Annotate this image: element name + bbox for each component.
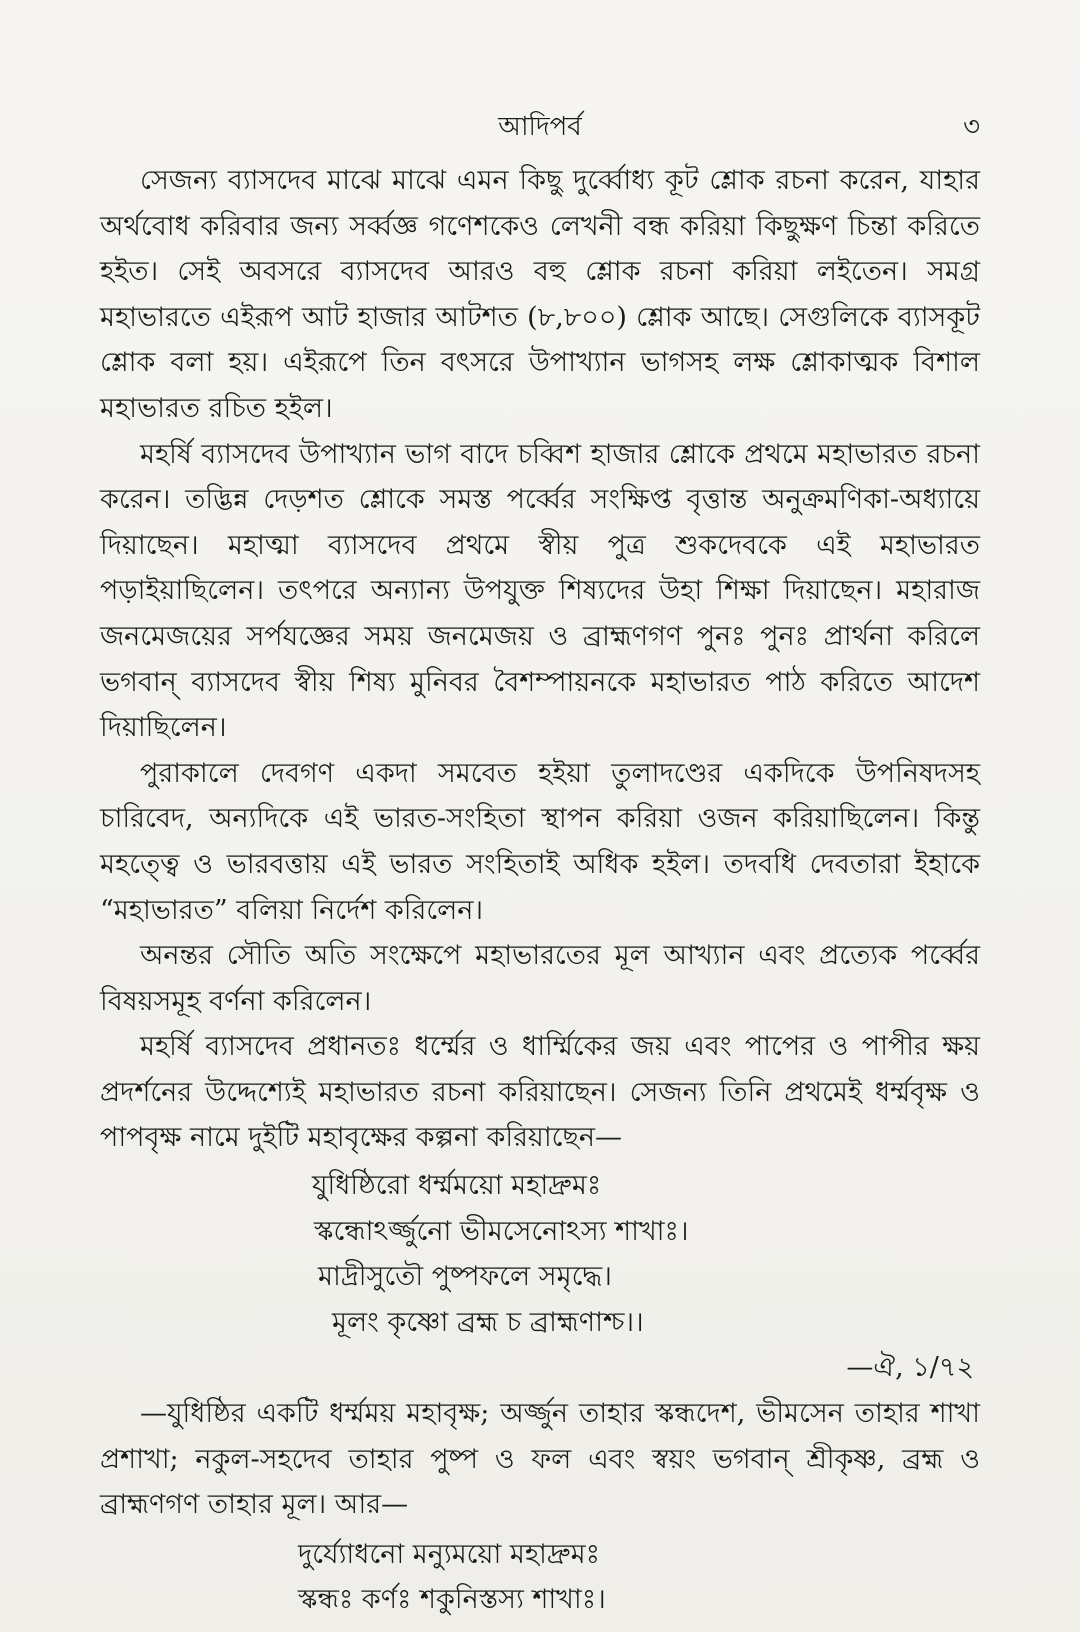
running-title: আদিপর্ব [498, 112, 582, 142]
verse-line: দুর্য্যোধনো মন্যুময়ো মহাদ্রুমঃ [298, 1538, 600, 1570]
verse-translation: —যুধিষ্ঠির একটি ধর্ম্মময় মহাবৃক্ষ; অর্জ্জুন তাহার স্কন্ধদেশ, ভীমসেন তাহার শাখা প্রশাখা; নকুল-সহদেব তাহার পুষ্প ও ফল এবং স্বয়ং ভগবান্ শ্রীকৃষ্ণ, ব্রহ্ম ও ব্রাহ্মণগণ তাহার মূল। আর— [100, 1398, 980, 1521]
paragraph: মহর্ষি ব্যাসদেব উপাখ্যান ভাগ বাদে চব্বিশ হাজার শ্লোকে প্রথমে মহাভারত রচনা করেন। তদ্ভিন্ন দেড়শত শ্লোকে সমস্ত পর্ব্বের সংক্ষিপ্ত বৃত্তান্ত অনুক্রমণিকা-অধ্যায়ে দিয়াছেন। মহাত্মা ব্যাসদেব প্রথমে স্বীয় পুত্র শুকদেবকে এই মহাভারত পড়াইয়াছিলেন। তৎপরে অন্যান্য উপযুক্ত শিষ্যদের উহা শিক্ষা দিয়াছেন। মহারাজ জনমেজয়ের সর্পযজ্ঞের সময় জনমেজয় ও ব্রাহ্মণগণ পুনঃ পুনঃ প্রার্থনা করিলে ভগবান্ ব্যাসদেব স্বীয় শিষ্য মুনিবর বৈশম্পায়নকে মহাভারত পাঠ করিতে আদেশ দিয়াছিলেন। [100, 438, 980, 744]
paragraph: সেজন্য ব্যাসদেব মাঝে মাঝে এমন কিছু দুর্ব্বোধ্য কূট শ্লোক রচনা করেন, যাহার অর্থবোধ করিবার জন্য সর্ব্বজ্ঞ গণেশকেও লেখনী বন্ধ করিয়া কিছুক্ষণ চিন্তা করিতে হইত। সেই অবসরে ব্যাসদেব আরও বহু শ্লোক রচনা করিয়া লইতেন। সমগ্র মহাভারতে এইরূপ আট হাজার আটশত (৮,৮০০) শ্লোক আছে। সেগুলিকে ব্যাসকূট শ্লোক বলা হয়। এইরূপে তিন বৎসরে উপাখ্যান ভাগসহ লক্ষ শ্লোকাত্মক বিশাল মহাভারত রচিত হইল। [100, 165, 980, 424]
sanskrit-verse [100, 1163, 980, 1345]
verse-line: যুধিষ্ঠিরো ধর্ম্মময়ো মহাদ্রুমঃ [312, 1170, 602, 1202]
sanskrit-verse [100, 1532, 980, 1623]
verse-line: মূলং কৃষ্ণো ব্রহ্ম চ ব্রাহ্মণাশ্চ।। [332, 1306, 644, 1338]
paragraph: পুরাকালে দেবগণ একদা সমবেত হইয়া তুলাদণ্ডের একদিকে উপনিষদসহ চারিবেদ, অন্যদিকে এই ভারত-সংহিতা স্থাপন করিয়া ওজন করিয়াছিলেন। কিন্তু মহত্ত্বে ও ভারবত্তায় এই ভারত সংহিতাই অধিক হইল। তদবধি দেবতারা ইহাকে “মহাভারত” বলিয়া নির্দেশ করিলেন। [100, 757, 980, 926]
page-header [0, 106, 1080, 146]
verse-line: স্কন্ধোঽর্জ্জুনো ভীমসেনোঽস্য শাখাঃ। [314, 1215, 689, 1247]
verse-citation: —ঐ, ১/৭২ [846, 1352, 974, 1384]
verse-line: স্কন্ধঃ কর্ণঃ শকুনিস্তস্য শাখাঃ। [298, 1584, 606, 1616]
paragraph: মহর্ষি ব্যাসদেব প্রধানতঃ ধর্ম্মের ও ধার্ম্মিকের জয় এবং পাপের ও পাপীর ক্ষয় প্রদর্শনের উদ্দেশ্যেই মহাভারত রচনা করিয়াছেন। সেজন্য তিনি প্রথমেই ধর্ম্মবৃক্ষ ও পাপবৃক্ষ নামে দুইটি মহাবৃক্ষের কল্পনা করিয়াছেন— [100, 1031, 980, 1154]
body-text [100, 158, 980, 1623]
paragraph: অনন্তর সৌতি অতি সংক্ষেপে মহাভারতের মূল আখ্যান এবং প্রত্যেক পর্ব্বের বিষয়সমূহ বর্ণনা করিলেন। [100, 940, 980, 1017]
verse-line: মাদ্রীসুতৌ পুষ্পফলে সমৃদ্ধে। [318, 1261, 612, 1293]
page-number: ৩ [963, 112, 980, 142]
